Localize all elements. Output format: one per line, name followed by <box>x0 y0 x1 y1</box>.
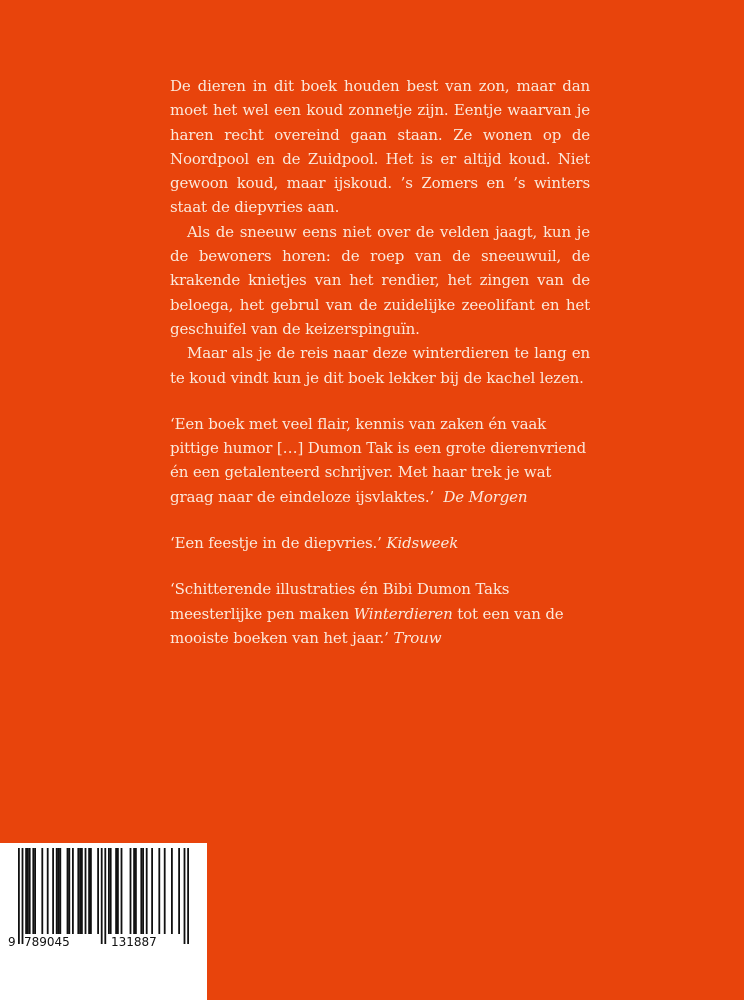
barcode-bar <box>130 848 132 934</box>
barcode-bar <box>88 848 90 934</box>
barcode-bar <box>133 848 135 934</box>
description-paragraph-3: Maar als je de reis naar deze winterdieren te lang en te koud vindt kun je dit boek lekker bij de kachel lezen. <box>170 344 590 387</box>
barcode-digits <box>8 935 203 951</box>
barcode-bar <box>25 848 27 934</box>
barcode-guard-bar <box>187 848 189 944</box>
review-3-source: Trouw <box>393 628 442 647</box>
review-quote-1 <box>170 412 590 509</box>
barcode-bar <box>85 848 87 934</box>
barcode-first-digit: 9 <box>8 935 16 949</box>
barcode-bar <box>34 848 36 934</box>
review-quote-3 <box>170 577 590 650</box>
barcode-guard-bar <box>22 848 24 944</box>
barcode-bar <box>158 848 160 934</box>
barcode-guard-bar <box>18 848 20 944</box>
barcode-bar <box>29 848 31 934</box>
barcode-bar <box>164 848 166 934</box>
barcode-bar <box>67 848 69 934</box>
barcode-bar <box>32 848 34 934</box>
barcode-bar <box>79 848 81 934</box>
review-3-text-before: ‘Schitterende illustraties én Bibi Dumon Taks meesterlijke pen maken <box>170 580 510 623</box>
barcode-bar <box>68 848 70 934</box>
barcode-bar <box>151 848 153 934</box>
barcode-bar <box>81 848 83 934</box>
barcode-bar <box>77 848 79 934</box>
review-1-source: De Morgen <box>443 487 528 506</box>
barcode-bar <box>52 848 54 934</box>
barcode-guard-bar <box>101 848 103 944</box>
description-paragraph-2: Als de sneeuw eens niet over de velden jaagt, kun je de bewoners horen: de roep van de sneeuwuil, de krakende knietjes van het rendier, het zingen van de beloega, het gebrul van de zuidelijke zeeolifant en het geschuifel van de keizerspinguïn. <box>170 222 590 338</box>
barcode-bar <box>110 848 112 934</box>
barcode-bar <box>121 848 123 934</box>
back-cover-text <box>170 74 590 650</box>
barcode-bar <box>135 848 137 934</box>
review-1-text: ‘Een boek met veel flair, kennis van zaken én vaak pittige humor […] Dumon Tak is een grote dierenvriend én een getalenteerd schrijver. Met haar trek je wat graag naar de eindeloze ijsvlaktes.’ <box>170 414 587 506</box>
barcode-bar <box>72 848 74 934</box>
barcode-bar <box>56 848 58 934</box>
spacer <box>170 509 590 531</box>
barcode-left-digits: 789045 <box>24 935 70 949</box>
barcode-bar <box>142 848 144 934</box>
barcode-right-digits: 131887 <box>111 935 157 949</box>
review-3-text-after: tot een van de mooiste boeken van het jaar.’ <box>170 604 564 647</box>
description-paragraph-1: De dieren in dit boek houden best van zon, maar dan moet het wel een koud zonnetje zijn. Eentje waarvan je haren recht overeind gaan staan. Ze wonen op de Noordpool en de Zuidpool. Het is er altijd koud. Niet gewoon koud, maar ijskoud. ’s Zomers en ’s winters staat de diepvries aan. <box>170 77 590 217</box>
barcode-bar <box>58 848 60 934</box>
barcode-bar <box>171 848 173 934</box>
book-title: Winterdieren <box>353 604 453 623</box>
barcode-bar <box>115 848 117 934</box>
review-quote-2 <box>170 531 590 555</box>
barcode-panel <box>0 843 207 1000</box>
barcode-bar <box>117 848 119 934</box>
barcode-bar <box>90 848 92 934</box>
spacer <box>170 390 590 412</box>
spacer <box>170 555 590 577</box>
barcode-guard-bar <box>184 848 186 944</box>
barcode-bar <box>146 848 148 934</box>
barcode-bar <box>47 848 49 934</box>
barcode-bar <box>140 848 142 934</box>
barcode-bar <box>41 848 43 934</box>
review-2-text: ‘Een feestje in de diepvries.’ <box>170 534 382 553</box>
barcode-bar <box>97 848 99 934</box>
barcode-guard-bar <box>104 848 106 944</box>
barcode-bar <box>108 848 110 934</box>
review-2-source: Kidsweek <box>386 534 459 553</box>
barcode-bar <box>178 848 180 934</box>
barcode <box>10 848 200 946</box>
barcode-bar <box>27 848 29 934</box>
barcode-bar <box>59 848 61 934</box>
